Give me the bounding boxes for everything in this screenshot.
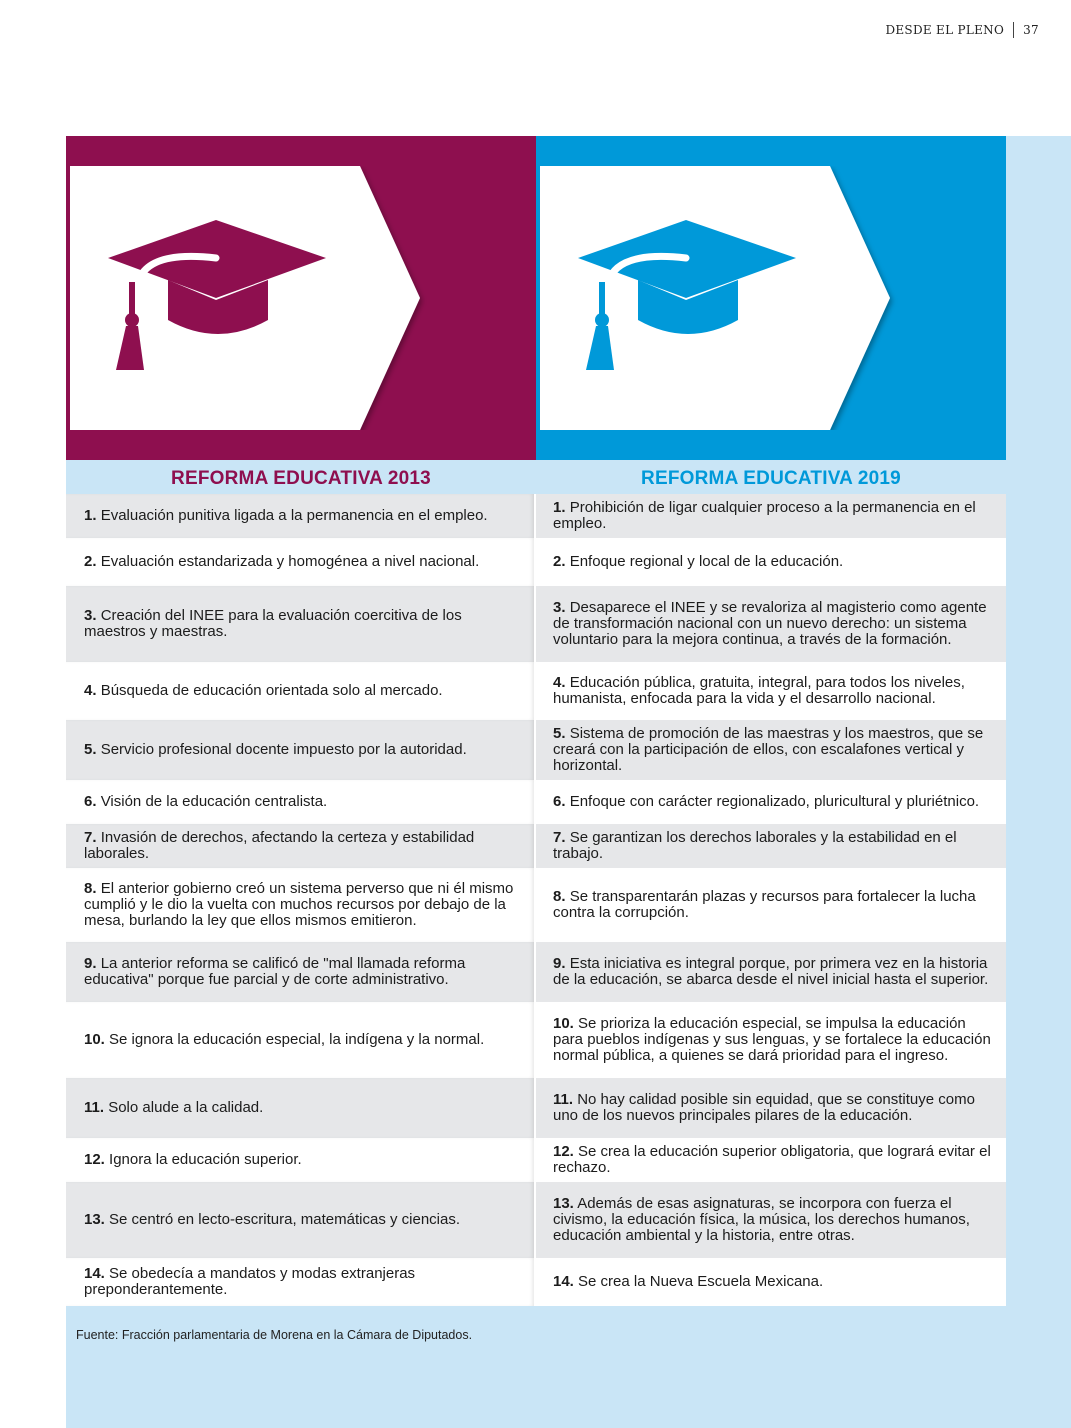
table-row: [66, 942, 1006, 1002]
cell-2019: 4. Educación pública, gratuita, integral, para todos los niveles, humanista, enfocada para la vida y el desarrollo nacional.: [536, 662, 1006, 720]
cell-2019: 13. Además de esas asignaturas, se incorpora con fuerza el civismo, la educación física, la música, los derechos humanos, educación ambiental y la historia, entre otras.: [536, 1182, 1006, 1258]
source-note: Fuente: Fracción parlamentaria de Morena en la Cámara de Diputados.: [76, 1328, 473, 1342]
cell-2013: 5. Servicio profesional docente impuesto por la autoridad.: [66, 720, 536, 780]
page-number: 37: [1023, 23, 1039, 37]
cell-2013: 4. Búsqueda de educación orientada solo al mercado.: [66, 662, 536, 720]
cell-2013: 6. Visión de la educación centralista.: [66, 780, 536, 824]
title-2019: REFORMA EDUCATIVA 2019: [641, 468, 901, 489]
header-panel-2013: [66, 136, 536, 460]
graduation-cap-icon: [578, 220, 798, 380]
table-row: [66, 1002, 1006, 1078]
table-row: [66, 868, 1006, 942]
cell-2019: 9. Esta iniciativa es integral porque, por primera vez en la historia de la educación, se abarca desde el nivel inicial hasta el superior.: [536, 942, 1006, 1002]
table-row: [66, 1078, 1006, 1138]
divider: [1013, 22, 1014, 38]
cell-2013: 11. Solo alude a la calidad.: [66, 1078, 536, 1138]
cell-2019: 2. Enfoque regional y local de la educación.: [536, 538, 1006, 586]
cell-2019: 6. Enfoque con carácter regionalizado, pluricultural y pluriétnico.: [536, 780, 1006, 824]
running-head: [885, 22, 1039, 38]
cell-2013: 13. Se centró en lecto-escritura, matemáticas y ciencias.: [66, 1182, 536, 1258]
column-titles: [66, 460, 1006, 494]
cell-2013: 1. Evaluación punitiva ligada a la permanencia en el empleo.: [66, 494, 536, 538]
table-row: [66, 586, 1006, 662]
table-row: [66, 538, 1006, 586]
cell-2013: 3. Creación del INEE para la evaluación coercitiva de los maestros y maestras.: [66, 586, 536, 662]
cell-2019: 11. No hay calidad posible sin equidad, que se constituye como uno de los nuevos principales pilares de la educación.: [536, 1078, 1006, 1138]
cell-2013: 14. Se obedecía a mandatos y modas extranjeras preponderantemente.: [66, 1258, 536, 1306]
table-row: [66, 824, 1006, 868]
cell-2013: 9. La anterior reforma se calificó de "mal llamada reforma educativa" porque fue parcial y de corte administrativo.: [66, 942, 536, 1002]
table-row: [66, 780, 1006, 824]
cell-2013: 8. El anterior gobierno creó un sistema perverso que ni él mismo cumplió y le dio la vuelta con muchos recursos por debajo de la mesa, burlando la ley que ellos mismos emitieron.: [66, 868, 536, 942]
cell-2013: 10. Se ignora la educación especial, la indígena y la normal.: [66, 1002, 536, 1078]
header-panel-2019: [536, 136, 1006, 460]
cell-2019: 1. Prohibición de ligar cualquier proceso a la permanencia en el empleo.: [536, 494, 1006, 538]
table-row: [66, 662, 1006, 720]
cell-2019: 8. Se transparentarán plazas y recursos para fortalecer la lucha contra la corrupción.: [536, 868, 1006, 942]
table-row: [66, 1138, 1006, 1182]
cell-2019: 7. Se garantizan los derechos laborales y la estabilidad en el trabajo.: [536, 824, 1006, 868]
title-2013: REFORMA EDUCATIVA 2013: [171, 468, 431, 489]
graduation-cap-icon: [108, 220, 328, 380]
table-row: [66, 1258, 1006, 1306]
table-row: [66, 1182, 1006, 1258]
cell-2019: 14. Se crea la Nueva Escuela Mexicana.: [536, 1258, 1006, 1306]
cell-2013: 12. Ignora la educación superior.: [66, 1138, 536, 1182]
table-row: [66, 494, 1006, 538]
cell-2013: 2. Evaluación estandarizada y homogénea a nivel nacional.: [66, 538, 536, 586]
cell-2019: 5. Sistema de promoción de las maestras y los maestros, que se creará con la participación de ellos, con escalafones vertical y horizontal.: [536, 720, 1006, 780]
cell-2019: 10. Se prioriza la educación especial, se impulsa la educación para pueblos indígenas y sus lenguas, y se fortalece la educación normal pública, a quienes se dará prioridad para el ingreso.: [536, 1002, 1006, 1078]
section-name: DESDE EL PLENO: [885, 23, 1005, 37]
cell-2019: 12. Se crea la educación superior obligatoria, que logrará evitar el rechazo.: [536, 1138, 1006, 1182]
table-row: [66, 720, 1006, 780]
cell-2019: 3. Desaparece el INEE y se revaloriza al magisterio como agente de transformación nacional con un nuevo derecho: un sistema voluntario para la mejora continua, a través de la formación.: [536, 586, 1006, 662]
comparison-table: [66, 494, 1006, 1306]
cell-2013: 7. Invasión de derechos, afectando la certeza y estabilidad laborales.: [66, 824, 536, 868]
